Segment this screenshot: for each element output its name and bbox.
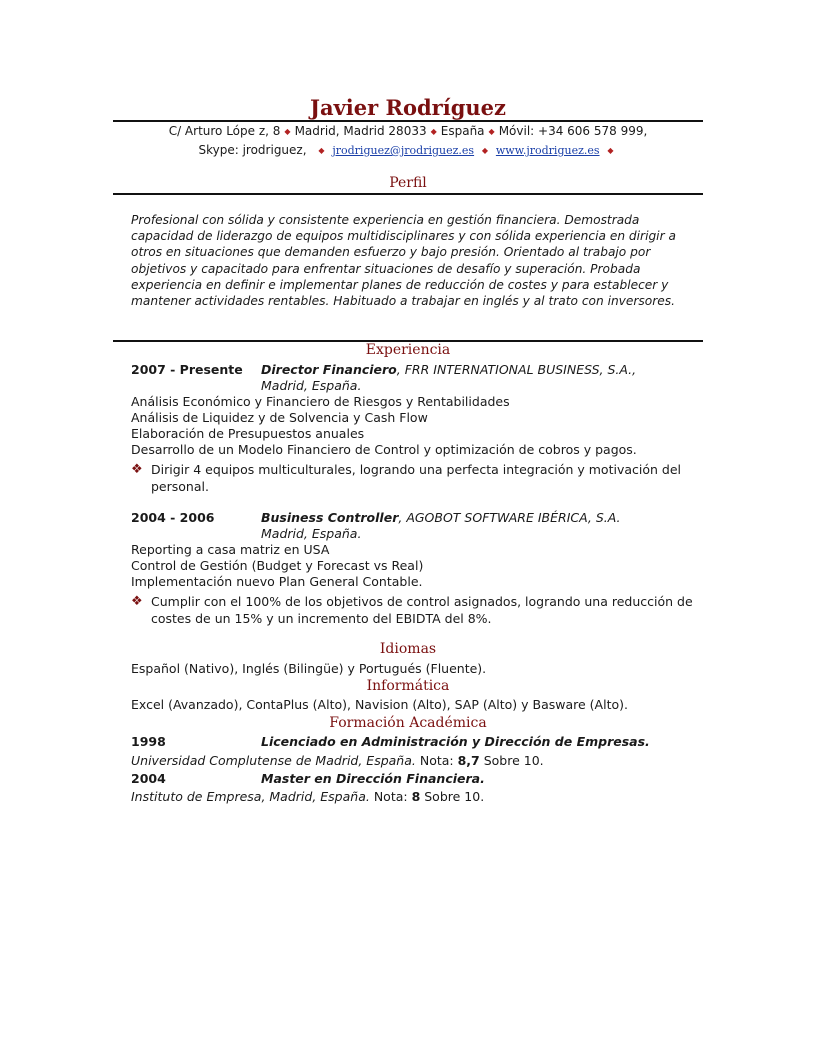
job-period: 2004 - 2006: [131, 510, 215, 525]
job-duty: Implementación nuevo Plan General Contable.: [131, 574, 423, 589]
computing-text: Excel (Avanzado), ContaPlus (Alto), Navision (Alto), SAP (Alto) y Basware (Alto).: [131, 697, 628, 712]
job-role: Director Financiero: [261, 362, 397, 377]
profile-text: Profesional con sólida y consistente experiencia en gestión financiera. Demostrada capacidad de liderazgo de equipos multidisciplinares y con sólida experiencia en dirigir a otros en situaciones que demanden esfuerzo y bajo presión. Orientado al trabajo por objetivos y capacitado para enfrentar situaciones de desafío y superación. Probada experiencia en definir e implementar planes de reducción de costes y para establecer y mantener actividades rentables. Habituado a trabajar en inglés y al trato con inversores.: [131, 213, 676, 309]
candidate-name: Javier Rodríguez: [310, 95, 506, 120]
grade-suffix: Sobre 10.: [420, 789, 485, 804]
education-detail: [131, 753, 544, 768]
job-location: Madrid, España.: [261, 378, 362, 393]
section-title-experience: Experiencia: [365, 342, 451, 358]
education-year: 2004: [131, 771, 166, 786]
section-title-languages: Idiomas: [379, 641, 437, 657]
job-duty: Elaboración de Presupuestos anuales: [131, 426, 365, 441]
section-title-education: Formación Académica: [329, 715, 487, 731]
email-link[interactable]: jrodriguez@jrodriguez.es: [332, 144, 475, 157]
header-rule: [113, 120, 703, 122]
contact-line-2: [113, 143, 703, 157]
four-diamond-bullet-icon: ❖: [131, 462, 143, 477]
four-diamond-bullet-icon: ❖: [131, 594, 143, 609]
education-detail: [131, 789, 484, 804]
education-degree: Licenciado en Administración y Dirección de Empresas.: [261, 734, 650, 749]
job-company: , FRR INTERNATIONAL BUSINESS, S.A.,: [396, 362, 637, 377]
section-title-profile: Perfil: [389, 175, 427, 191]
diamond-icon: ◆: [607, 146, 614, 155]
grade-value: 8: [411, 789, 421, 804]
phone: Móvil: +34 606 578 999,: [498, 124, 648, 138]
address: C/ Arturo Lópe z, 8: [168, 124, 281, 138]
job-header: [131, 510, 621, 525]
resume-page: [113, 0, 703, 1056]
job-duty: Reporting a casa matriz en USA: [131, 542, 330, 557]
education-degree: Master en Dirección Financiera.: [261, 771, 485, 786]
education-institution: Universidad Complutense de Madrid, España.: [131, 753, 416, 768]
city: Madrid, Madrid 28033: [294, 124, 427, 138]
job-duty: Análisis Económico y Financiero de Riesgos y Rentabilidades: [131, 394, 510, 409]
diamond-icon: ◆: [430, 127, 437, 136]
grade-label: Nota:: [415, 753, 458, 768]
contact-line-1: [113, 124, 703, 138]
languages-text: Español (Nativo), Inglés (Bilingüe) y Portugués (Fluente).: [131, 661, 487, 676]
diamond-icon: ◆: [284, 127, 291, 136]
job-duty: Análisis de Liquidez y de Solvencia y Cash Flow: [131, 410, 428, 425]
country: España: [440, 124, 485, 138]
grade-label: Nota:: [369, 789, 412, 804]
education-year: 1998: [131, 734, 166, 749]
job-period: 2007 - Presente: [131, 362, 243, 377]
job-duty: Control de Gestión (Budget y Forecast vs Real): [131, 558, 424, 573]
education-header: [131, 734, 650, 749]
skype: Skype: jrodriguez,: [198, 143, 307, 157]
diamond-icon: ◆: [488, 127, 495, 136]
job-duty: Desarrollo de un Modelo Financiero de Control y optimización de cobros y pagos.: [131, 442, 637, 457]
job-role: Business Controller: [261, 510, 399, 525]
achievement-text: Cumplir con el 100% de los objetivos de control asignados, logrando una reducción de costes de un 15% y un incremento del EBIDTA del 8%.: [151, 594, 693, 626]
grade-suffix: Sobre 10.: [479, 753, 544, 768]
profile-rule: [113, 193, 703, 195]
grade-value: 8,7: [457, 753, 480, 768]
diamond-icon: ◆: [481, 146, 489, 155]
job-location: Madrid, España.: [261, 526, 362, 541]
achievement-text: Dirigir 4 equipos multiculturales, logrando una perfecta integración y motivación del personal.: [151, 462, 681, 494]
education-institution: Instituto de Empresa, Madrid, España.: [131, 789, 370, 804]
website-link[interactable]: www.jrodriguez.es: [495, 144, 600, 157]
education-header: [131, 771, 485, 786]
job-header: [131, 362, 637, 377]
section-title-computing: Informática: [366, 678, 450, 694]
diamond-icon: ◆: [318, 146, 325, 155]
job-company: , AGOBOT SOFTWARE IBÉRICA, S.A.: [398, 510, 621, 525]
